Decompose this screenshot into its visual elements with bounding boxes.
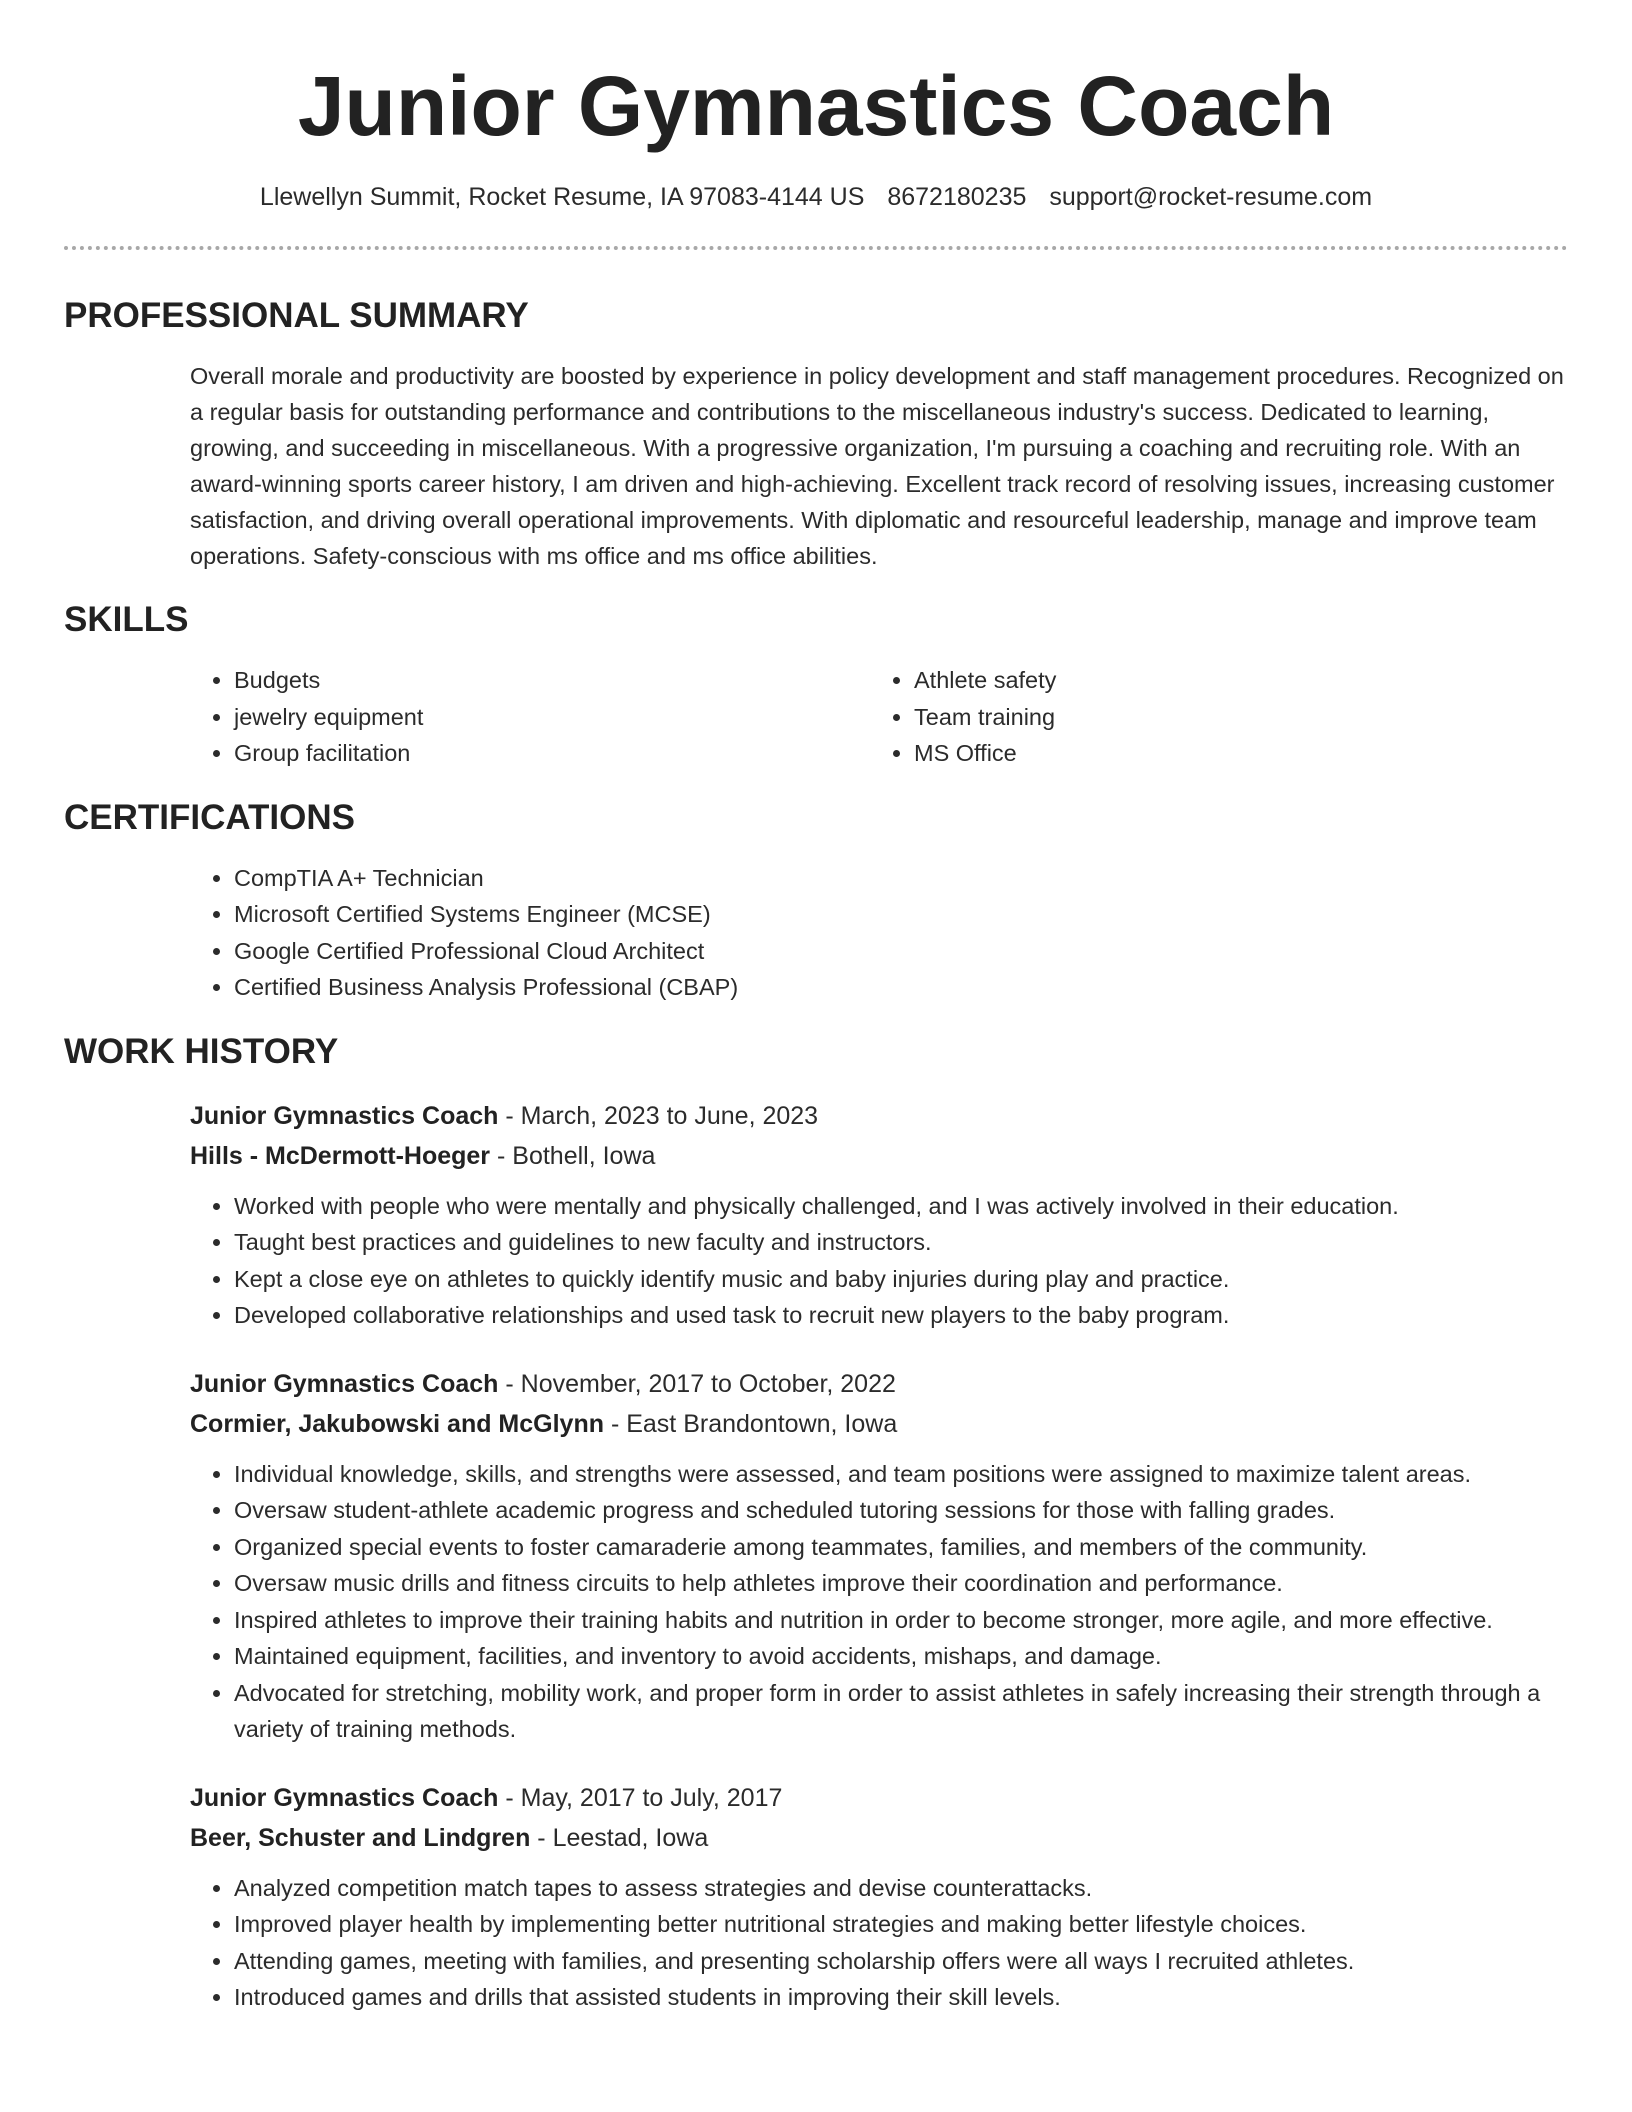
job-bullets: [190, 1456, 1568, 1748]
list-item: • Introduced games and drills that assisted students in improving their skill levels.: [234, 1979, 1568, 2016]
skills-section: [64, 598, 1568, 772]
list-item: • MS Office: [914, 735, 1550, 772]
skills-column-right: [870, 662, 1550, 772]
contact-address: Llewellyn Summit, Rocket Resume, IA 97083-4144 US: [259, 183, 865, 211]
job-role: Junior Gymnastics Coach: [190, 1783, 499, 1812]
list-item: • Organized special events to foster camaraderie among teammates, families, and members of the community.: [234, 1529, 1568, 1566]
list-item: • CompTIA A+ Technician: [234, 860, 1568, 897]
header-divider: [64, 246, 1568, 250]
list-item: • Worked with people who were mentally and physically challenged, and I was actively involved in their education.: [234, 1188, 1568, 1225]
list-item: • Kept a close eye on athletes to quickly identify music and baby injuries during play and practice.: [234, 1261, 1568, 1298]
list-item: • Athlete safety: [914, 662, 1550, 699]
list-item: • Individual knowledge, skills, and strengths were assessed, and team positions were assigned to maximize talent areas.: [234, 1456, 1568, 1493]
list-item: • Taught best practices and guidelines to new faculty and instructors.: [234, 1224, 1568, 1261]
job-location: - Bothell, Iowa: [490, 1141, 656, 1170]
job-entry: [190, 1364, 1568, 1748]
job-role-line: [190, 1364, 1568, 1404]
summary-heading: PROFESSIONAL SUMMARY: [64, 296, 529, 335]
list-item: • jewelry equipment: [234, 699, 870, 736]
job-company: Beer, Schuster and Lindgren: [190, 1823, 531, 1852]
job-bullets: [190, 1188, 1568, 1334]
list-item: • Attending games, meeting with families, and presenting scholarship offers were all ways I recruited athletes.: [234, 1943, 1568, 1980]
list-item: • Improved player health by implementing better nutritional strategies and making better lifestyle choices.: [234, 1906, 1568, 1943]
list-item: • Team training: [914, 699, 1550, 736]
job-bullets: [190, 1870, 1568, 2016]
list-item: • Oversaw student-athlete academic progress and scheduled tutoring sessions for those with falling grades.: [234, 1492, 1568, 1529]
list-item: • Certified Business Analysis Professional (CBAP): [234, 969, 1568, 1006]
job-role-line: [190, 1778, 1568, 1818]
job-location: - Leestad, Iowa: [530, 1823, 709, 1852]
list-item: • Group facilitation: [234, 735, 870, 772]
job-entry: [190, 1096, 1568, 1334]
work-history-heading: WORK HISTORY: [64, 1031, 339, 1071]
job-role: Junior Gymnastics Coach: [190, 1101, 499, 1130]
contact-line: [64, 180, 1568, 214]
job-dates: - March, 2023 to June, 2023: [498, 1101, 819, 1130]
job-company: Hills - McDermott-Hoeger: [190, 1141, 491, 1170]
resume-title: Junior Gymnastics Coach: [297, 59, 1335, 153]
certifications-list: [190, 860, 1568, 1006]
job-company: Cormier, Jakubowski and McGlynn: [190, 1409, 605, 1438]
job-dates: - November, 2017 to October, 2022: [498, 1369, 896, 1398]
list-item: • Maintained equipment, facilities, and inventory to avoid accidents, mishaps, and damage.: [234, 1638, 1568, 1675]
contact-phone: 8672180235: [887, 183, 1027, 211]
skills-heading: SKILLS: [64, 600, 189, 639]
list-item: • Budgets: [234, 662, 870, 699]
job-entry: [190, 1778, 1568, 2016]
skills-columns: [190, 662, 1568, 772]
list-item: • Advocated for stretching, mobility work, and proper form in order to assist athletes in safely increasing their strength through a variety of training methods.: [234, 1675, 1568, 1748]
list-item: • Microsoft Certified Systems Engineer (MCSE): [234, 896, 1568, 933]
list-item: • Google Certified Professional Cloud Architect: [234, 933, 1568, 970]
job-company-line: [190, 1136, 1568, 1176]
list-item: • Developed collaborative relationships and used task to recruit new players to the baby program.: [234, 1297, 1568, 1334]
job-company-line: [190, 1404, 1568, 1444]
job-role: Junior Gymnastics Coach: [190, 1369, 499, 1398]
skills-list-right: [870, 662, 1550, 772]
skills-list-left: [190, 662, 870, 772]
job-company-line: [190, 1818, 1568, 1858]
job-role-line: [190, 1096, 1568, 1136]
skills-column-left: [190, 662, 870, 772]
certifications-heading: CERTIFICATIONS: [64, 797, 356, 837]
list-item: • Inspired athletes to improve their training habits and nutrition in order to become stronger, more agile, and more effective.: [234, 1602, 1568, 1639]
list-item: • Analyzed competition match tapes to assess strategies and devise counterattacks.: [234, 1870, 1568, 1907]
job-dates: - May, 2017 to July, 2017: [498, 1783, 783, 1812]
list-item: • Oversaw music drills and fitness circuits to help athletes improve their coordination and performance.: [234, 1565, 1568, 1602]
contact-email: support@rocket-resume.com: [1049, 183, 1373, 211]
job-location: - East Brandontown, Iowa: [604, 1409, 898, 1438]
summary-text: Overall morale and productivity are boosted by experience in policy development and staff management procedures. Recognized on a regular basis for outstanding performance and contributions to the miscellaneous industry's success. Dedicated to learning, growing, and succeeding in miscellaneous. With a progressive organization, I'm pursuing a coaching and recruiting role. With an award-winning sports career history, I am driven and high-achieving. Excellent track record of resolving issues, increasing customer satisfaction, and driving overall operational improvements. With diplomatic and resourceful leadership, manage and improve team operations. Safety-conscious with ms office and ms office abilities.: [190, 363, 1564, 569]
work-history-section: [64, 1030, 1568, 2016]
summary-section: [64, 294, 1568, 574]
certifications-section: [64, 796, 1568, 1006]
